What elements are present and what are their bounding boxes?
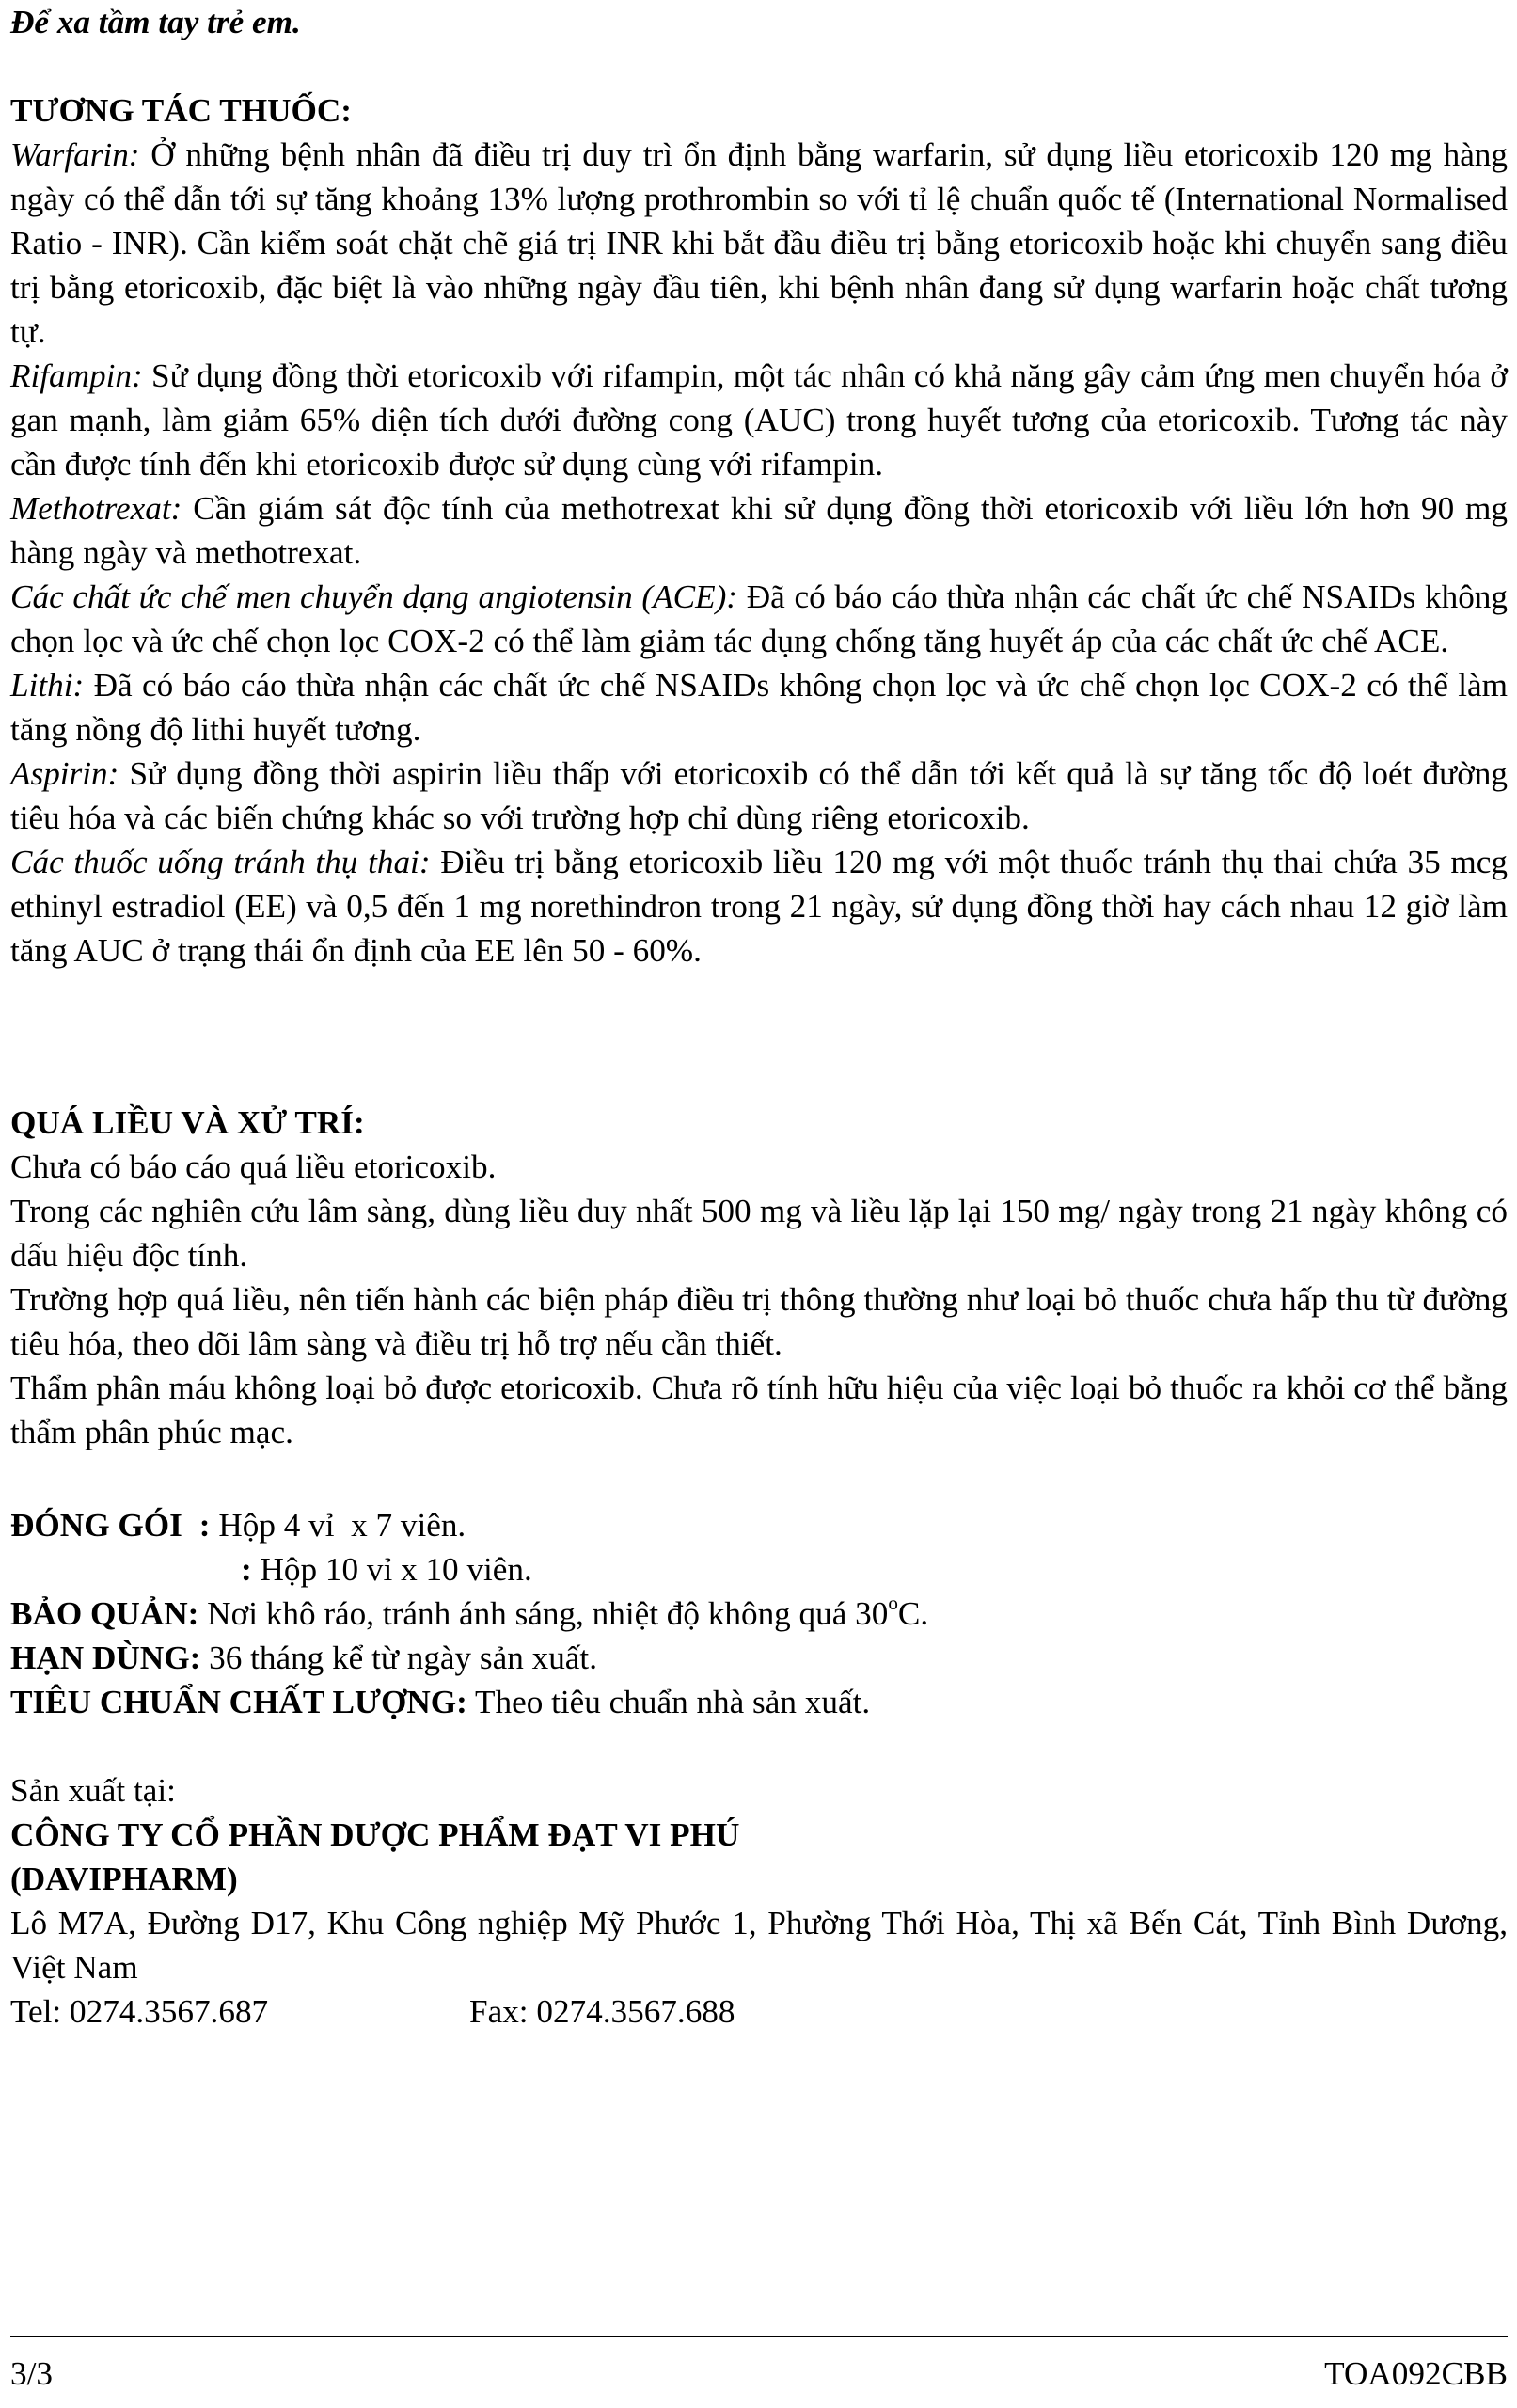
fax-number: Fax: 0274.3567.688 — [469, 1993, 735, 2030]
shelf-life-label: HẠN DÙNG: — [10, 1640, 201, 1676]
packaging-option: Hộp 10 vỉ x 10 viên. — [251, 1551, 532, 1588]
interaction-paragraph — [10, 575, 1508, 663]
interaction-paragraph — [10, 133, 1508, 354]
shelf-life-text: 36 tháng kể từ ngày sản xuất. — [200, 1640, 597, 1676]
document-code: TOA092CBB — [1324, 2355, 1508, 2392]
overdose-paragraph: Trường hợp quá liều, nên tiến hành các biện pháp điều trị thông thường như loại bỏ thuốc chưa hấp thu từ đường tiêu hóa, theo dõi lâm sàng và điều trị hỗ trợ nếu cần thiết. — [10, 1281, 1508, 1362]
overdose-paragraph: Thẩm phân máu không loại bỏ được etoricoxib. Chưa rõ tính hữu hiệu của việc loại bỏ thuốc ra khỏi cơ thể bằng thẩm phân phúc mạc. — [10, 1370, 1508, 1450]
packaging-line — [10, 1503, 1508, 1547]
interaction-term: Aspirin: — [10, 755, 119, 792]
overdose-section — [10, 1101, 1508, 1454]
interaction-term: Các chất ức chế men chuyển dạng angiotensin (ACE): — [10, 578, 738, 615]
interaction-paragraph — [10, 840, 1508, 973]
section-heading: TƯƠNG TÁC THUỐC: — [10, 92, 352, 129]
footer-divider — [10, 2336, 1508, 2337]
packaging-section — [10, 1503, 1508, 1724]
interaction-text: Điều trị bằng etoricoxib liều 120 mg với một thuốc tránh thụ thai chứa 35 mcg ethinyl estradiol (EE) và 0,5 đến 1 mg norethindron trong 21 ngày, sử dụng đồng thời hay cách nhau 12 giờ làm tăng AUC ở trạng thái ổn định của EE lên 50 - 60%. — [10, 844, 1509, 969]
quality-standard-line — [10, 1680, 1508, 1724]
made-at-label: Sản xuất tại: — [10, 1772, 176, 1809]
manufacturer-section — [10, 1768, 1508, 2034]
telephone-number: Tel: 0274.3567.687 — [10, 1993, 269, 2030]
section-heading: QUÁ LIỀU VÀ XỬ TRÍ: — [10, 1104, 365, 1141]
storage-line — [10, 1592, 1508, 1636]
manufacturer-address: Lô M7A, Đường D17, Khu Công nghiệp Mỹ Phước 1, Phường Thới Hòa, Thị xã Bến Cát, Tỉnh Bình Dương, Việt Nam — [10, 1905, 1508, 1986]
packaging-label: ĐÓNG GÓI — [10, 1507, 182, 1544]
contact-row — [10, 1989, 1508, 2034]
interaction-text: Đã có báo cáo thừa nhận các chất ức chế NSAIDs không chọn lọc và ức chế chọn lọc COX-2 có thể làm giảm tác dụng chống tăng huyết áp của các chất ức chế ACE. — [10, 578, 1508, 659]
page-number: 3/3 — [10, 2355, 53, 2392]
interaction-paragraph — [10, 663, 1508, 752]
quality-label: TIÊU CHUẨN CHẤT LƯỢNG: — [10, 1684, 467, 1720]
storage-unit: C. — [897, 1595, 929, 1632]
quality-text: Theo tiêu chuẩn nhà sản xuất. — [466, 1684, 871, 1720]
drug-interactions-section — [10, 88, 1508, 973]
storage-text: Nơi khô ráo, tránh ánh sáng, nhiệt độ không quá 30 — [198, 1595, 889, 1632]
interaction-term: Các thuốc uống tránh thụ thai: — [10, 844, 431, 880]
packaging-option: Hộp 4 vỉ x 7 viên. — [210, 1507, 466, 1544]
manufacturer-name: CÔNG TY CỔ PHẦN DƯỢC PHẨM ĐẠT VI PHÚ — [10, 1816, 740, 1853]
interaction-text: Cần giám sát độc tính của methotrexat khi sử dụng đồng thời etoricoxib với liều lớn hơn 90 mg hàng ngày và methotrexat. — [10, 490, 1508, 571]
interaction-term: Methotrexat: — [10, 490, 182, 527]
child-safety-warning: Để xa tầm tay trẻ em. — [10, 4, 301, 40]
interaction-paragraph — [10, 354, 1508, 486]
shelf-life-line — [10, 1636, 1508, 1680]
packaging-colon: : — [198, 1507, 211, 1544]
storage-label: BẢO QUẢN: — [10, 1595, 199, 1632]
overdose-paragraph: Chưa có báo cáo quá liều etoricoxib. — [10, 1149, 497, 1185]
interaction-paragraph — [10, 486, 1508, 575]
packaging-line — [10, 1547, 1508, 1592]
interaction-term: Lithi: — [10, 667, 85, 704]
interaction-term: Rifampin: — [10, 357, 143, 394]
interaction-text: Sử dụng đồng thời etoricoxib với rifampin, một tác nhân có khả năng gây cảm ứng men chuyển hóa ở gan mạnh, làm giảm 65% diện tích dưới đường cong (AUC) trong huyết tương của etoricoxib. Tương tác này cần được tính đến khi etoricoxib được sử dụng cùng với rifampin. — [10, 357, 1508, 483]
packaging-colon: : — [241, 1551, 252, 1588]
interaction-paragraph — [10, 752, 1508, 840]
interaction-text: Sử dụng đồng thời aspirin liều thấp với etoricoxib có thể dẫn tới kết quả là sự tăng tốc độ loét đường tiêu hóa và các biến chứng khác so với trường hợp chỉ dùng riêng etoricoxib. — [10, 755, 1508, 836]
interaction-term: Warfarin: — [10, 136, 140, 173]
overdose-paragraph: Trong các nghiên cứu lâm sàng, dùng liều duy nhất 500 mg và liều lặp lại 150 mg/ ngày trong 21 ngày không có dấu hiệu độc tính. — [10, 1193, 1508, 1274]
degree-mark: o — [888, 1592, 898, 1615]
interaction-text: Đã có báo cáo thừa nhận các chất ức chế NSAIDs không chọn lọc và ức chế chọn lọc COX-2 có thể làm tăng nồng độ lithi huyết tương. — [10, 667, 1508, 748]
manufacturer-short-name: (DAVIPHARM) — [10, 1861, 238, 1897]
interaction-text: Ở những bệnh nhân đã điều trị duy trì ổn định bằng warfarin, sử dụng liều etoricoxib 120 mg hàng ngày có thể dẫn tới sự tăng khoảng 13% lượng prothrombin so với tỉ lệ chuẩn quốc tế (International Normalised Ratio - INR). Cần kiểm soát chặt chẽ giá trị INR khi bắt đầu điều trị bằng etoricoxib hoặc khi chuyển sang điều trị bằng etoricoxib, đặc biệt là vào những ngày đầu tiên, khi bệnh nhân đang sử dụng warfarin hoặc chất tương tự. — [10, 136, 1508, 350]
